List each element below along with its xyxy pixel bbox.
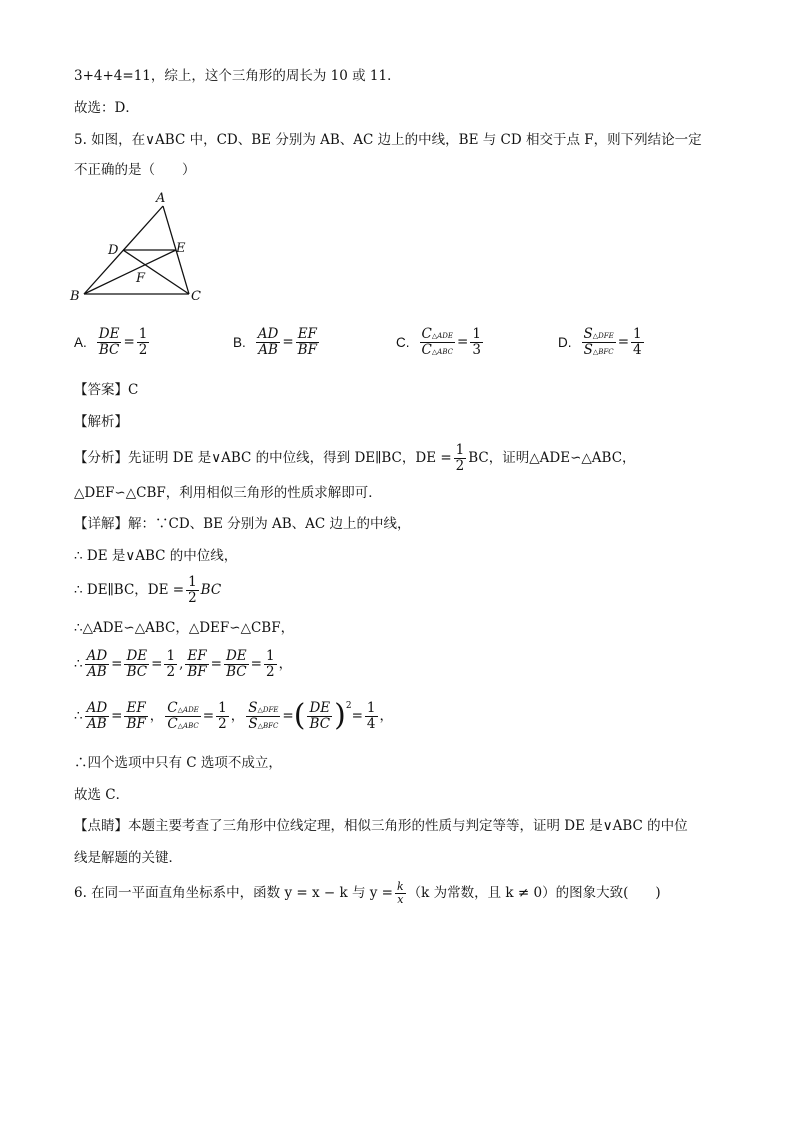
median-be — [84, 250, 176, 294]
option-b-equals: = — [282, 334, 294, 350]
option-c-label: C. — [396, 334, 410, 350]
equals-sign: = — [282, 708, 294, 724]
fraction: $\frac{EF}{BF}$ — [187, 648, 207, 680]
area-ratio-fraction: $\frac{\text{S△DFE}}{\text{S△BFC}}$ — [248, 700, 279, 732]
answer-line-d: 故选：D． — [74, 100, 139, 116]
detail-line-2: ∴ DE 是∨ABC 的中位线， — [74, 548, 238, 564]
answer-line — [74, 380, 138, 400]
solution-line-perimeter: 3+4+4=11，综上，这个三角形的周长为 10 或 11． — [74, 68, 401, 84]
equals-sign: = — [151, 656, 163, 672]
analysis-tag: 【解析】 — [74, 414, 128, 430]
perimeter-ratio-fraction: $\frac{\text{C△ADE}}{\text{C△ABC}}$ — [167, 700, 199, 732]
equals-sign: = — [111, 708, 123, 724]
exponent: 2 — [345, 701, 352, 711]
fenxi-line-2: △DEF∽△CBF，利用相似三角形的性质求解即可． — [74, 485, 382, 501]
detail-line-8: 故选 C． — [74, 787, 130, 803]
fenxi-line-1 — [74, 441, 636, 475]
question-5-line-2: 不正确的是（ ） — [74, 162, 196, 178]
answer-tag: 【答案】 — [74, 382, 128, 398]
analysis-heading — [74, 412, 128, 432]
question-5-line-1: 5. 如图，在∨ABC 中，CD、BE 分别为 AB、AC 边上的中线，BE 与 CD 相交于点 F，则下列结论一定 — [74, 132, 702, 148]
question-6 — [74, 874, 661, 912]
answer-value: C — [128, 382, 139, 398]
equals-sign: = — [250, 656, 262, 672]
equals-sign: = — [202, 708, 215, 724]
option-d-frac-left: $\frac{\text{S△DFE}}{\text{S△BFC}}$ — [583, 326, 614, 358]
fraction: $\frac{DE}{BC}$ — [126, 648, 148, 680]
option-a-equals: = — [123, 334, 135, 350]
option-c[interactable] — [396, 322, 485, 362]
separator: ， — [230, 708, 245, 724]
detail-tag: 【详解】 — [74, 516, 128, 532]
equals-sign: = — [111, 656, 123, 672]
fraction: $\frac{DE}{BC}$ — [225, 648, 247, 680]
option-a-label: A. — [74, 334, 87, 350]
therefore-symbol: ∴ — [74, 708, 83, 724]
option-d[interactable] — [558, 322, 646, 362]
fenxi-text-2: BC，证明△ADE∽△ABC， — [468, 450, 636, 466]
fenxi-tag: 【分析】 — [74, 450, 128, 466]
therefore-symbol: ∴ — [74, 656, 83, 672]
equals-sign: = — [210, 656, 222, 672]
detail-line-4: ∴△ADE∽△ABC，△DEF∽△CBF， — [74, 620, 295, 636]
detail-line-7: ∴四个选项中只有 C 选项不成立， — [74, 755, 282, 771]
detail-line-6 — [74, 694, 393, 738]
question-6-text-b: （k 为常数，且 k ≠ 0）的图象大致( ) — [407, 885, 661, 901]
dianjing-line-1 — [74, 816, 688, 836]
option-b[interactable] — [233, 322, 321, 362]
dianjing-text-1: 本题主要考查了三角形中位线定理，相似三角形的性质与判定等等，证明 DE 是∨ABC 的中位 — [128, 818, 688, 834]
point-label-f: F — [136, 271, 146, 286]
option-d-label: D. — [558, 334, 572, 350]
detail-line-3-fraction: $\frac{1}{2}$ — [188, 574, 197, 606]
separator: , — [179, 656, 184, 672]
triangle-figure — [68, 188, 208, 306]
option-a-frac-right: $\frac{1}{2}$ — [138, 326, 148, 358]
left-paren: ( — [293, 698, 306, 733]
line-end: ， — [278, 656, 293, 672]
fraction: $\frac{1}{4}$ — [366, 700, 376, 732]
point-label-a: A — [156, 191, 166, 206]
option-c-equals: = — [457, 334, 469, 350]
median-cd — [123, 250, 189, 294]
option-a-frac-left: $\frac{DE}{BC}$ — [98, 326, 120, 358]
fenxi-fraction: $\frac{1}{2}$ — [455, 442, 465, 474]
question-6-text-a: 6. 在同一平面直角坐标系中，函数 y = x − k 与 y = — [74, 885, 393, 901]
point-label-d: D — [108, 243, 119, 258]
fraction: $\frac{DE}{BC}$ — [309, 700, 331, 732]
fraction: $\frac{EF}{BF}$ — [126, 700, 146, 732]
option-c-frac-right: $\frac{1}{3}$ — [472, 326, 481, 358]
option-b-frac-right: $\frac{EF}{BF}$ — [297, 326, 317, 358]
fraction: $\frac{1}{2}$ — [218, 700, 227, 732]
dianjing-line-2: 线是解题的关键． — [74, 850, 182, 866]
fraction: $\frac{1}{2}$ — [265, 648, 275, 680]
option-a[interactable] — [74, 322, 151, 362]
fraction: $\frac{1}{2}$ — [166, 648, 176, 680]
point-label-c: C — [191, 289, 201, 304]
detail-text-1: 解：∵CD、BE 分别为 AB、AC 边上的中线， — [128, 516, 411, 532]
fraction: $\frac{AD}{AB}$ — [86, 700, 108, 732]
fenxi-text-1: 先证明 DE 是∨ABC 的中位线，得到 DE∥BC，DE = — [128, 450, 452, 466]
separator: ， — [149, 708, 164, 724]
fraction: $\frac{AD}{AB}$ — [86, 648, 108, 680]
detail-text-3a: ∴ DE∥BC，DE = — [74, 582, 185, 598]
detail-line-3 — [74, 573, 221, 607]
option-b-frac-left: $\frac{AD}{AB}$ — [257, 326, 279, 358]
line-end: ， — [379, 708, 393, 724]
detail-line-1 — [74, 514, 411, 534]
detail-text-3b: BC — [200, 582, 222, 598]
option-d-frac-right: $\frac{1}{4}$ — [633, 326, 642, 358]
option-c-frac-left: $\frac{\text{C△ADE}}{\text{C△ABC}}$ — [421, 326, 454, 358]
detail-line-5 — [74, 644, 292, 684]
option-b-label: B. — [233, 334, 246, 350]
question-6-fraction: $\frac{k}{x}$ — [396, 879, 404, 906]
point-label-e: E — [176, 241, 186, 256]
right-paren: ) — [334, 698, 346, 733]
equals-sign: = — [351, 708, 363, 724]
option-d-equals: = — [617, 334, 630, 350]
point-label-b: B — [70, 289, 80, 304]
dianjing-tag: 【点睛】 — [74, 818, 128, 834]
